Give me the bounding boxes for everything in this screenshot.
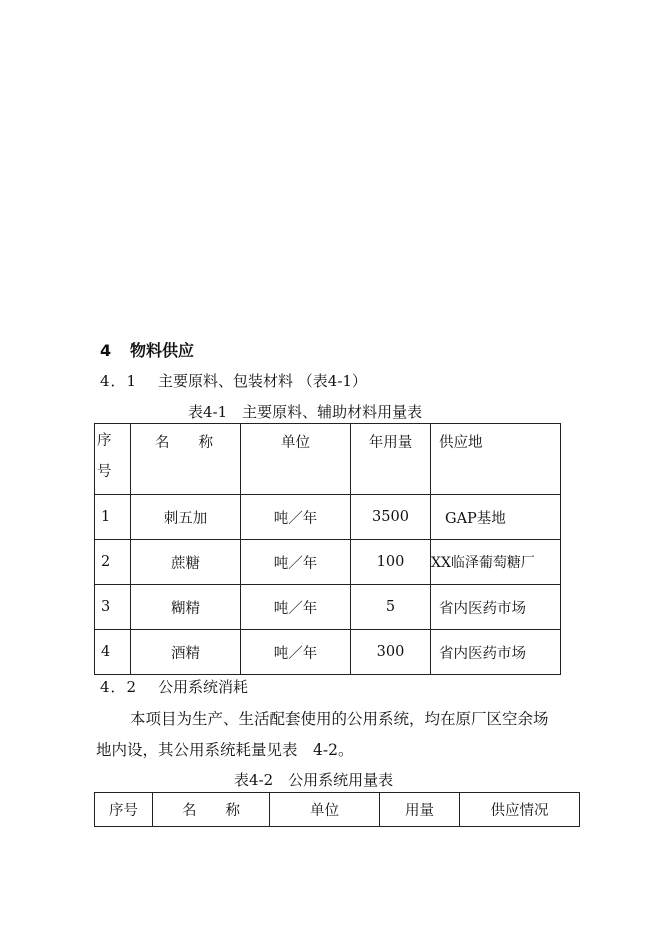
paragraph-line-1: 本项目为生产、生活配套使用的公用系统，均在原厂区空余场 [130,710,549,728]
header-unit: 单位 [270,793,380,827]
header-unit: 单位 [241,424,351,495]
utilities-table [94,792,580,827]
cell-no: 4 [95,630,131,675]
cell-usage: 300 [351,630,431,675]
cell-source: XX临泽葡萄糖厂 [431,540,561,585]
cell-name: 酒精 [131,630,241,675]
subsection-heading-4-1 [100,370,367,391]
paragraph-line-2: 地内设，其公用系统耗量见表 4-2。 [96,741,354,759]
cell-usage: 3500 [351,495,431,540]
header-serial: 序号 [95,793,153,827]
table2-caption: 表4-2 公用系统用量表 [234,771,394,789]
table-header-row [95,424,561,495]
cell-source: GAP基地 [431,495,561,540]
cell-unit: 吨／年 [241,585,351,630]
cell-no: 1 [95,495,131,540]
table-row [95,585,561,630]
header-name: 名 称 [131,424,241,495]
section-title: 物料供应 [130,341,195,360]
cell-unit: 吨／年 [241,630,351,675]
table1-caption: 表4-1 主要原料、辅助材料用量表 [188,403,423,421]
cell-no: 3 [95,585,131,630]
cell-usage: 5 [351,585,431,630]
header-source: 供应地 [431,424,561,495]
header-name: 名 称 [153,793,270,827]
subsection-title: 公用系统消耗 [158,678,249,696]
cell-source: 省内医药市场 [431,630,561,675]
header-supply: 供应情况 [460,793,580,827]
cell-no: 2 [95,540,131,585]
cell-source: 省内医药市场 [431,585,561,630]
materials-table [94,423,561,675]
cell-unit: 吨／年 [241,495,351,540]
header-usage: 用量 [380,793,460,827]
table-row [95,630,561,675]
subsection-heading-4-2 [100,676,248,697]
table-row [95,495,561,540]
subsection-number: 4．2 [100,678,138,696]
table-header-row [95,793,580,827]
subsection-number: 4．1 [100,372,138,390]
header-usage: 年用量 [351,424,431,495]
header-serial: 序 号 [95,424,131,495]
cell-name: 蔗糖 [131,540,241,585]
section-number: 4 [100,341,112,360]
section-heading [100,338,194,361]
cell-unit: 吨／年 [241,540,351,585]
subsection-title: 主要原料、包装材料 （表4-1） [158,372,367,390]
cell-name: 糊精 [131,585,241,630]
cell-usage: 100 [351,540,431,585]
cell-name: 刺五加 [131,495,241,540]
table-row [95,540,561,585]
